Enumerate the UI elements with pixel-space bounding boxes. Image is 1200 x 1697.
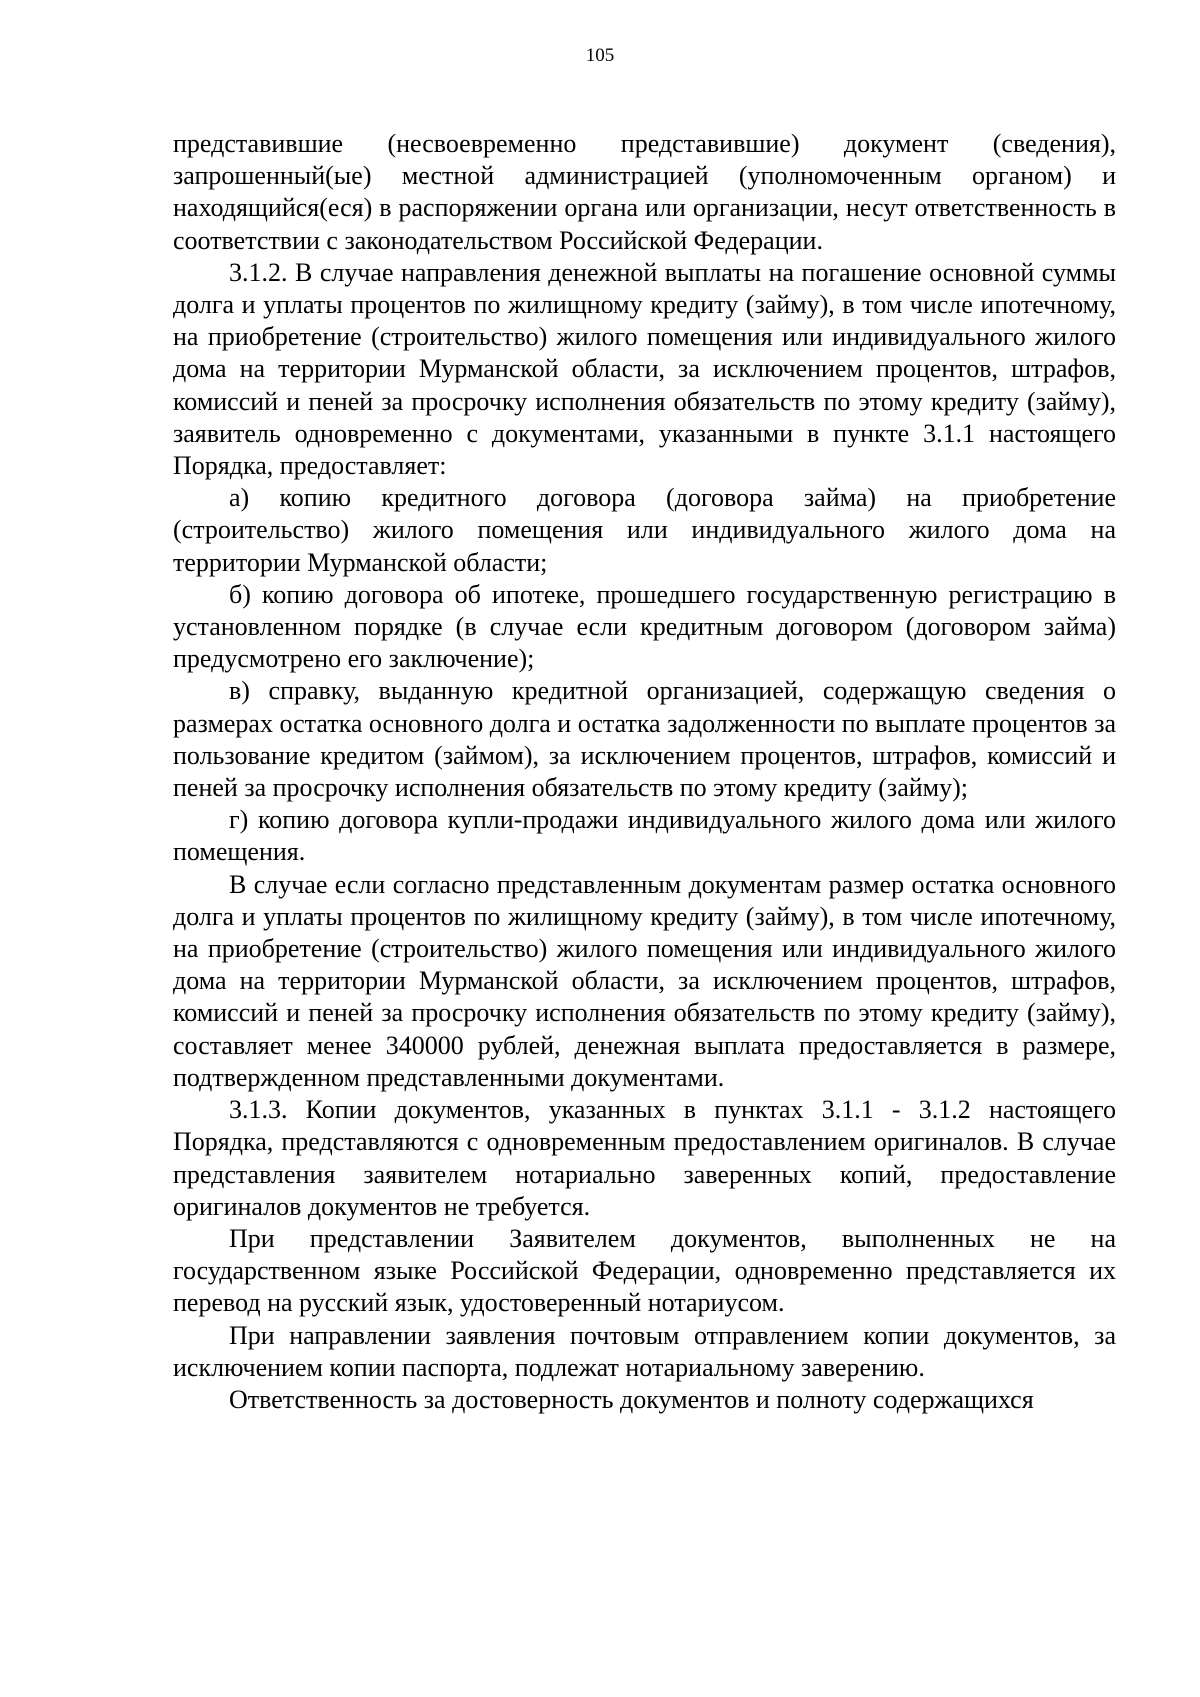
- paragraph-translation: При представлении Заявителем документов, выполненных не на государственном языке Российской Федерации, одновременно представляется их перевод на русский язык, удостоверенный нотариусом.: [173, 1223, 1116, 1318]
- list-item-b: б) копию договора об ипотеке, прошедшего государственную регистрацию в установленном порядке (в случае если кредитным договором (договором займа) предусмотрено его заключение);: [173, 579, 1116, 674]
- paragraph-responsibility-continued: представившие (несвоевременно представившие) документ (сведения), запрошенный(ые) местной администрацией (уполномоченным органом) и находящийся(еся) в распоряжении органа или организации, несут ответственность в соответствии с законодательством Российской Федерации.: [173, 129, 1116, 255]
- paragraph-postal-submission: При направлении заявления почтовым отправлением копии документов, за исключением копии паспорта, подлежат нотариальному заверению.: [173, 1320, 1116, 1382]
- paragraph-payment-amount: В случае если согласно представленным документам размер остатка основного долга и уплаты процентов по жилищному кредиту (займу), в том числе ипотечному, на приобретение (строительство) жилого помещения или индивидуального жилого дома на территории Мурманской области, за исключением процентов, штрафов, комиссий и пеней за просрочку исполнения обязательств по этому кредиту (займу), составляет менее 340000 рублей, денежная выплата предоставляется в размере, подтвержденном представленными документами.: [173, 869, 1116, 1092]
- paragraph-3-1-3: 3.1.3. Копии документов, указанных в пунктах 3.1.1 - 3.1.2 настоящего Порядка, представляются с одновременным предоставлением оригиналов. В случае представления заявителем нотариально заверенных копий, предоставление оригиналов документов не требуется.: [173, 1095, 1116, 1221]
- paragraph-responsibility: Ответственность за достоверность документов и полноту содержащихся: [229, 1384, 1034, 1414]
- document-body: [173, 128, 1116, 1416]
- list-item-v: в) справку, выданную кредитной организацией, содержащую сведения о размерах остатка основного долга и остатка задолженности по выплате процентов за пользование кредитом (займом), за исключением процентов, штрафов, комиссий и пеней за просрочку исполнения обязательств по этому кредиту (займу);: [173, 676, 1116, 803]
- list-item-a: а) копию кредитного договора (договора займа) на приобретение (строительство) жилого помещения или индивидуального жилого дома на территории Мурманской области;: [173, 483, 1116, 577]
- paragraph-3-1-2: 3.1.2. В случае направления денежной выплаты на погашение основной суммы долга и уплаты процентов по жилищному кредиту (займу), в том числе ипотечному, на приобретение (строительство) жилого помещения или индивидуального жилого дома на территории Мурманской области, за исключением процентов, штрафов, комиссий и пеней за просрочку исполнения обязательств по этому кредиту (займу), заявитель одновременно с документами, указанными в пункте 3.1.1 настоящего Порядка, предоставляет:: [173, 257, 1116, 481]
- page-number: 105: [585, 45, 615, 66]
- list-item-g: г) копию договора купли-продажи индивидуального жилого дома или жилого помещения.: [173, 805, 1116, 867]
